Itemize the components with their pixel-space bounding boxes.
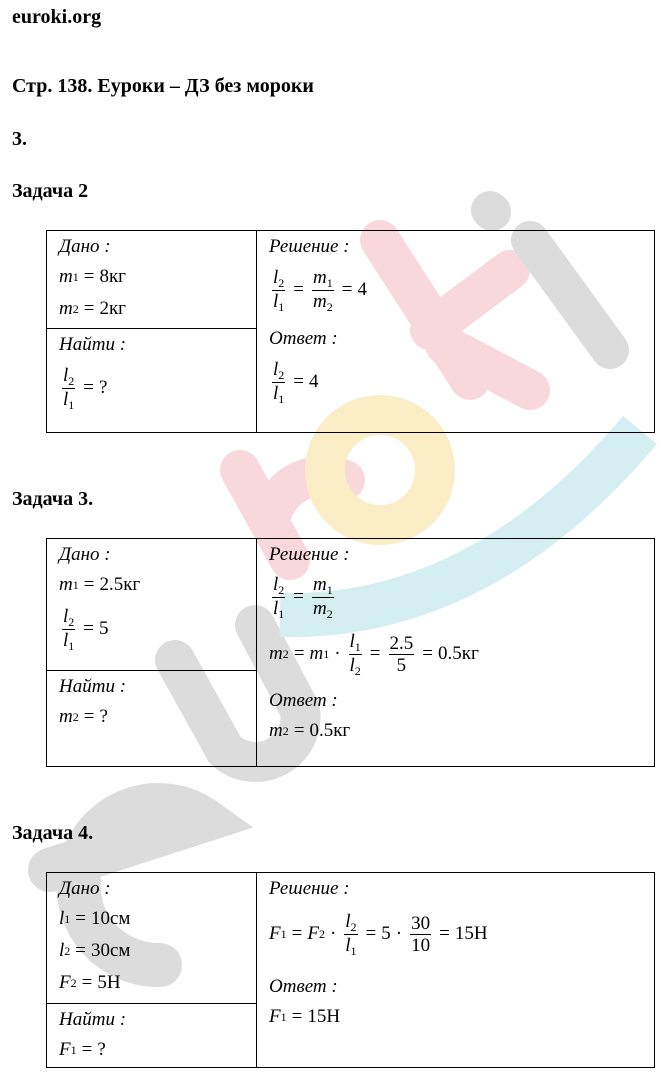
task-title: Задача 3. xyxy=(12,488,94,510)
given-label: Дано xyxy=(59,236,100,257)
find-label: Найти xyxy=(59,334,115,355)
solution-label: Решение xyxy=(269,544,339,565)
answer-label: Ответ xyxy=(269,328,327,349)
find-cell: Найти : m 2 = ? xyxy=(47,671,257,767)
answer-formula: m 2 = 0.5кг xyxy=(269,720,351,741)
given-label: Дано xyxy=(59,544,100,565)
task-table xyxy=(46,872,655,1068)
find-label: Найти xyxy=(59,1009,115,1030)
solution-formula: $\frac{l_2}{l_1}$ = $\frac{m_1}{m_2}$ xyxy=(273,573,333,621)
answer-label: Ответ xyxy=(269,976,327,997)
page-title: Стр. 138. Еуроки – ДЗ без мороки xyxy=(12,75,314,97)
given-item: m 2 = 2кг xyxy=(59,298,126,319)
site-name: euroki.org xyxy=(12,6,102,28)
task-title: Задача 4. xyxy=(12,822,94,844)
given-item: m 1 = 8кг xyxy=(59,266,126,287)
answer-formula: $\frac{l_2}{l_1}$ = 4 xyxy=(273,358,319,406)
find-item: m 2 = ? xyxy=(59,706,108,727)
solution-label: Решение xyxy=(269,236,339,257)
section-number: 3. xyxy=(12,128,27,150)
solution-cell: Решение : $\frac{l_2}{l_1}$ = $\frac{m_1}{m_2}$ = 4 Ответ : $\frac{l_2}{l_1}$ = 4 xyxy=(257,231,655,433)
find-item: $\frac{l_2}{l_1}$ = ? xyxy=(63,364,108,412)
given-cell: Дано : m 1 = 2.5кг $\frac{l_2}{l_1}$ = 5 xyxy=(47,539,257,671)
given-item: m 1 = 2.5кг xyxy=(59,574,141,595)
answer-formula: F 1 = 15Н xyxy=(269,1006,341,1027)
find-label: Найти xyxy=(59,676,115,697)
solution-cell: Решение : F 1 = F 2 · $\frac{l_2}{l_1}$ = 5 · $\frac{30}{10}$ = 15Н Ответ : F 1 = 15Н xyxy=(257,873,655,1068)
given-item: l 2 = 30см xyxy=(59,940,131,961)
given-cell: Дано : l 1 = 10см l 2 = 30см F 2 = 5Н xyxy=(47,873,257,1004)
task-title: Задача 2 xyxy=(12,180,89,202)
solution-formula: F 1 = F 2 · $\frac{l_2}{l_1}$ = 5 · $\frac{30}{10}$ = 15Н xyxy=(269,910,488,958)
solution-cell: Решение : $\frac{l_2}{l_1}$ = $\frac{m_1}{m_2}$ m 2 = m 1 · $\frac{l_1}{l_2}$ = $\frac{2.5}{5}$ = 0.5кг Ответ : m 2 = 0.5кг xyxy=(257,539,655,767)
task-table xyxy=(46,538,655,767)
find-cell: Найти : $\frac{l_2}{l_1}$ = ? xyxy=(47,329,257,433)
given-item: l 1 = 10см xyxy=(59,908,131,929)
given-label: Дано xyxy=(59,878,100,899)
given-cell: Дано : m 1 = 8кг m 2 = 2кг xyxy=(47,231,257,329)
solution-label: Решение xyxy=(269,878,339,899)
solution-formula: $\frac{l_2}{l_1}$ = $\frac{m_1}{m_2}$ = 4 xyxy=(273,266,367,314)
task-table xyxy=(46,230,655,433)
find-cell: Найти : F 1 = ? xyxy=(47,1004,257,1068)
given-item: F 2 = 5Н xyxy=(59,972,121,993)
find-item: F 1 = ? xyxy=(59,1039,106,1060)
solution-formula: m 2 = m 1 · $\frac{l_1}{l_2}$ = $\frac{2.5}{5}$ = 0.5кг xyxy=(269,630,479,678)
answer-label: Ответ xyxy=(269,690,327,711)
given-item: $\frac{l_2}{l_1}$ = 5 xyxy=(63,605,109,653)
